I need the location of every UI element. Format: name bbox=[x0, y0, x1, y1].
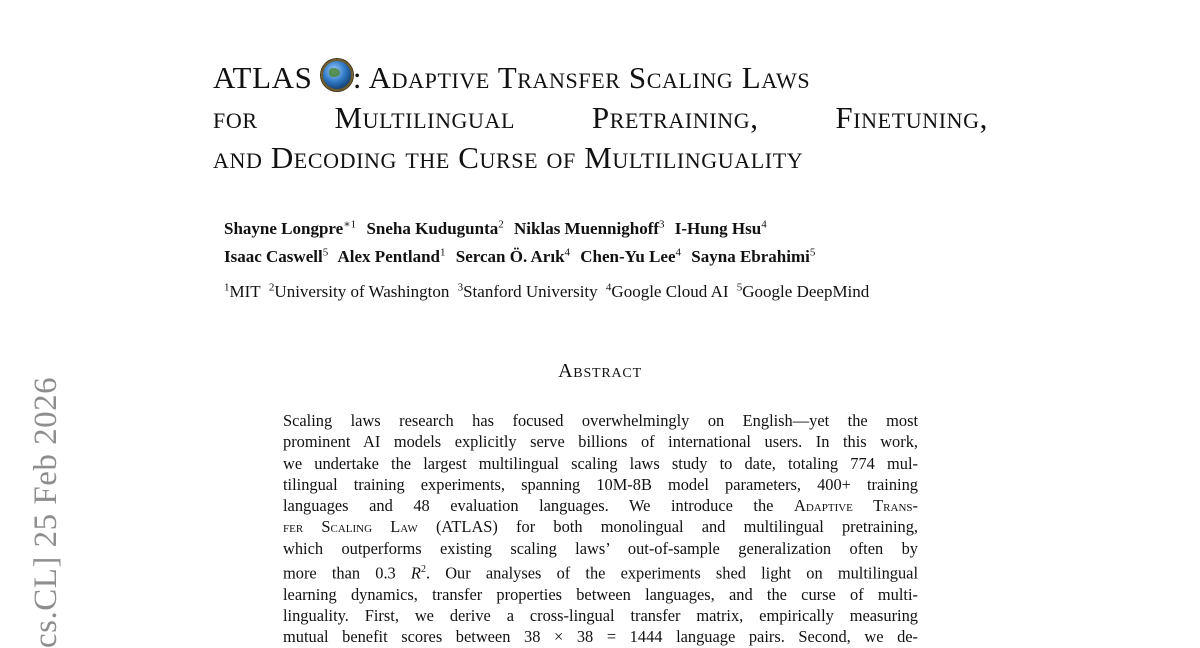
title-line-2 bbox=[213, 98, 988, 138]
author: Niklas Muennighoff$^3$ bbox=[514, 218, 665, 238]
author: Isaac Caswell$^5$ bbox=[224, 246, 329, 267]
abstract-line: linguality. First, we derive a cross-lingual transfer matrix, empirically measuring bbox=[283, 606, 918, 626]
abstract-line: mutual benefit scores between 38 × 38 = 1444 language pairs. Second, we de- bbox=[283, 627, 918, 647]
author: Shayne Longpre$^{∗1}$ bbox=[224, 218, 357, 238]
author-line-2 bbox=[224, 241, 984, 270]
author: Alex Pentland$^1$ bbox=[337, 246, 446, 267]
author: Chen-Yu Lee$^4$ bbox=[580, 246, 682, 267]
affiliation: $^5$Google DeepMind bbox=[736, 281, 870, 301]
title-acronym: ATLAS bbox=[213, 60, 313, 95]
title-line-3: and Decoding the Curse of Multilinguality bbox=[213, 140, 804, 175]
author: Sercan Ö. Arık$^4$ bbox=[455, 246, 571, 267]
globe-icon bbox=[321, 59, 353, 91]
affiliations bbox=[224, 281, 873, 302]
abstract-line: prominent AI models explicitly serve billions of international users. In this work, bbox=[283, 432, 918, 452]
title-line-1-rest: : Adaptive Transfer Scaling Laws bbox=[352, 60, 811, 95]
abstract-line: fer Scaling Law (ATLAS) for both monolingual and multilingual pretraining, bbox=[283, 517, 918, 537]
affiliation: $^2$University of Washington bbox=[268, 281, 450, 301]
abstract-line: we undertake the largest multilingual scaling laws study to date, totaling 774 mul- bbox=[283, 453, 918, 473]
arxiv-stamp: cs.CL] 25 Feb 2026 bbox=[28, 376, 64, 648]
title-word: Pretraining, bbox=[591, 100, 759, 135]
affiliation: $^4$Google Cloud AI bbox=[605, 281, 729, 301]
paper-title bbox=[213, 58, 993, 178]
title-line-1 bbox=[213, 58, 993, 98]
author-line-1 bbox=[224, 212, 984, 241]
abstract-line: which outperforms existing scaling laws’ out-of-sample generalization often by bbox=[283, 538, 918, 558]
title-word: Multilingual bbox=[334, 100, 516, 135]
author: Sayna Ebrahimi$^5$ bbox=[691, 246, 816, 267]
abstract-line: Scaling laws research has focused overwhelmingly on English—yet the most bbox=[283, 411, 918, 430]
author-list bbox=[224, 212, 984, 269]
abstract-line: more than 0.3 $R^2$. Our analyses of the experiments shed light on multilingual bbox=[283, 563, 918, 583]
title-word: Finetuning, bbox=[835, 100, 988, 135]
abstract-line: tilingual training experiments, spanning 10M-8B model parameters, 400+ training bbox=[283, 474, 918, 494]
affiliation: $^3$Stanford University bbox=[457, 281, 598, 301]
abstract-body bbox=[283, 410, 918, 648]
author: I-Hung Hsu$^4$ bbox=[674, 218, 767, 238]
author: Sneha Kudugunta$^2$ bbox=[366, 218, 504, 238]
title-word: for bbox=[213, 100, 258, 135]
abstract-heading: Abstract bbox=[558, 360, 642, 382]
affiliation: $^1$MIT bbox=[224, 281, 261, 301]
abstract-line: learning dynamics, transfer properties between languages, and the curse of multi- bbox=[283, 584, 918, 604]
abstract-line: languages and 48 evaluation languages. We introduce the Adaptive Trans- bbox=[283, 496, 918, 516]
